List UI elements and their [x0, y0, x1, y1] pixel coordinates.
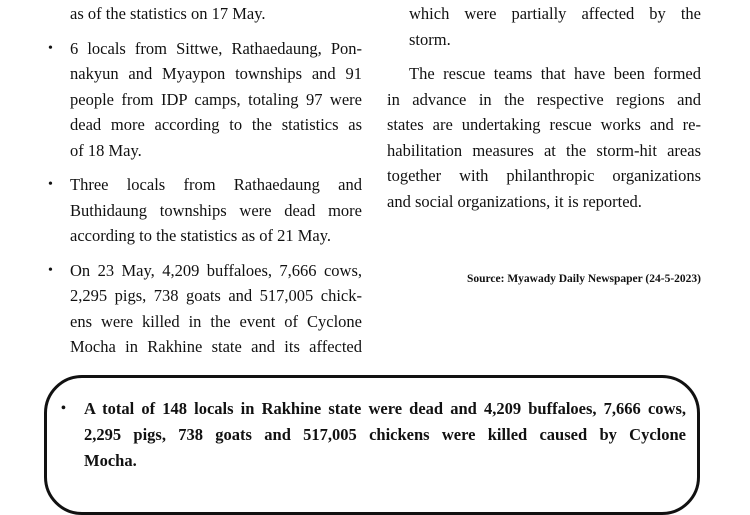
- text-line: Three locals from Rathaedaung and: [70, 175, 362, 194]
- list-item: [48, 258, 362, 360]
- text-line: together with philanthropic organizations: [387, 166, 701, 185]
- text-line: ens were killed in the event of Cyclone: [70, 311, 362, 331]
- right-column: [387, 0, 701, 214]
- text-line: people from IDP camps, totaling 97 were: [70, 89, 362, 109]
- list-item: [48, 36, 362, 164]
- text-line: of 18 May.: [70, 140, 142, 160]
- text-line: habilitation measures at the storm-hit areas: [387, 140, 701, 160]
- list-item-continuation: [387, 1, 701, 52]
- text-line: according to the statistics as of 21 May.: [70, 226, 332, 245]
- text-line: 2,295 pigs, 738 goats and 517,005 chick-: [70, 286, 362, 305]
- text-line: On 23 May, 4,209 buffaloes, 7,666 cows,: [70, 260, 362, 280]
- source-citation: Source: Myawady Daily Newspaper (24-5-2023): [466, 273, 701, 285]
- text-line: and social organizations, it is reported.: [387, 191, 642, 211]
- text-line: The rescue teams that have been formed: [409, 64, 701, 83]
- text-line: storm.: [409, 29, 451, 49]
- bullet-icon: •: [48, 40, 53, 56]
- bullet-icon: •: [61, 401, 66, 416]
- text-line: Buthidaung townships were dead more: [70, 200, 362, 220]
- summary-text: [61, 396, 686, 474]
- list-item: [48, 1, 362, 27]
- text-line: as of the statistics on 17 May.: [70, 4, 266, 23]
- paragraph: [387, 61, 701, 214]
- text-line: 6 locals from Sittwe, Rathaedaung, Pon-: [70, 38, 362, 58]
- text-line: Mocha.: [84, 451, 137, 470]
- list-item: [48, 172, 362, 249]
- text-line: states are undertaking rescue works and re-: [387, 115, 701, 134]
- bullet-icon: •: [48, 262, 53, 278]
- bullet-icon: •: [48, 177, 53, 192]
- text-line: which were partially affected by the: [409, 4, 701, 23]
- text-line: 2,295 pigs, 738 goats and 517,005 chickens were killed caused by Cyclone: [84, 425, 686, 444]
- text-line: in advance in the respective regions and: [387, 89, 701, 109]
- text-line: dead more according to the statistics as: [70, 115, 362, 134]
- text-line: nakyun and Myaypon townships and 91: [70, 64, 362, 83]
- left-column: [48, 0, 362, 360]
- text-line: Mocha in Rakhine state and its affected: [70, 337, 362, 356]
- text-line: A total of 148 locals in Rakhine state were dead and 4,209 buffaloes, 7,666 cows,: [84, 399, 686, 418]
